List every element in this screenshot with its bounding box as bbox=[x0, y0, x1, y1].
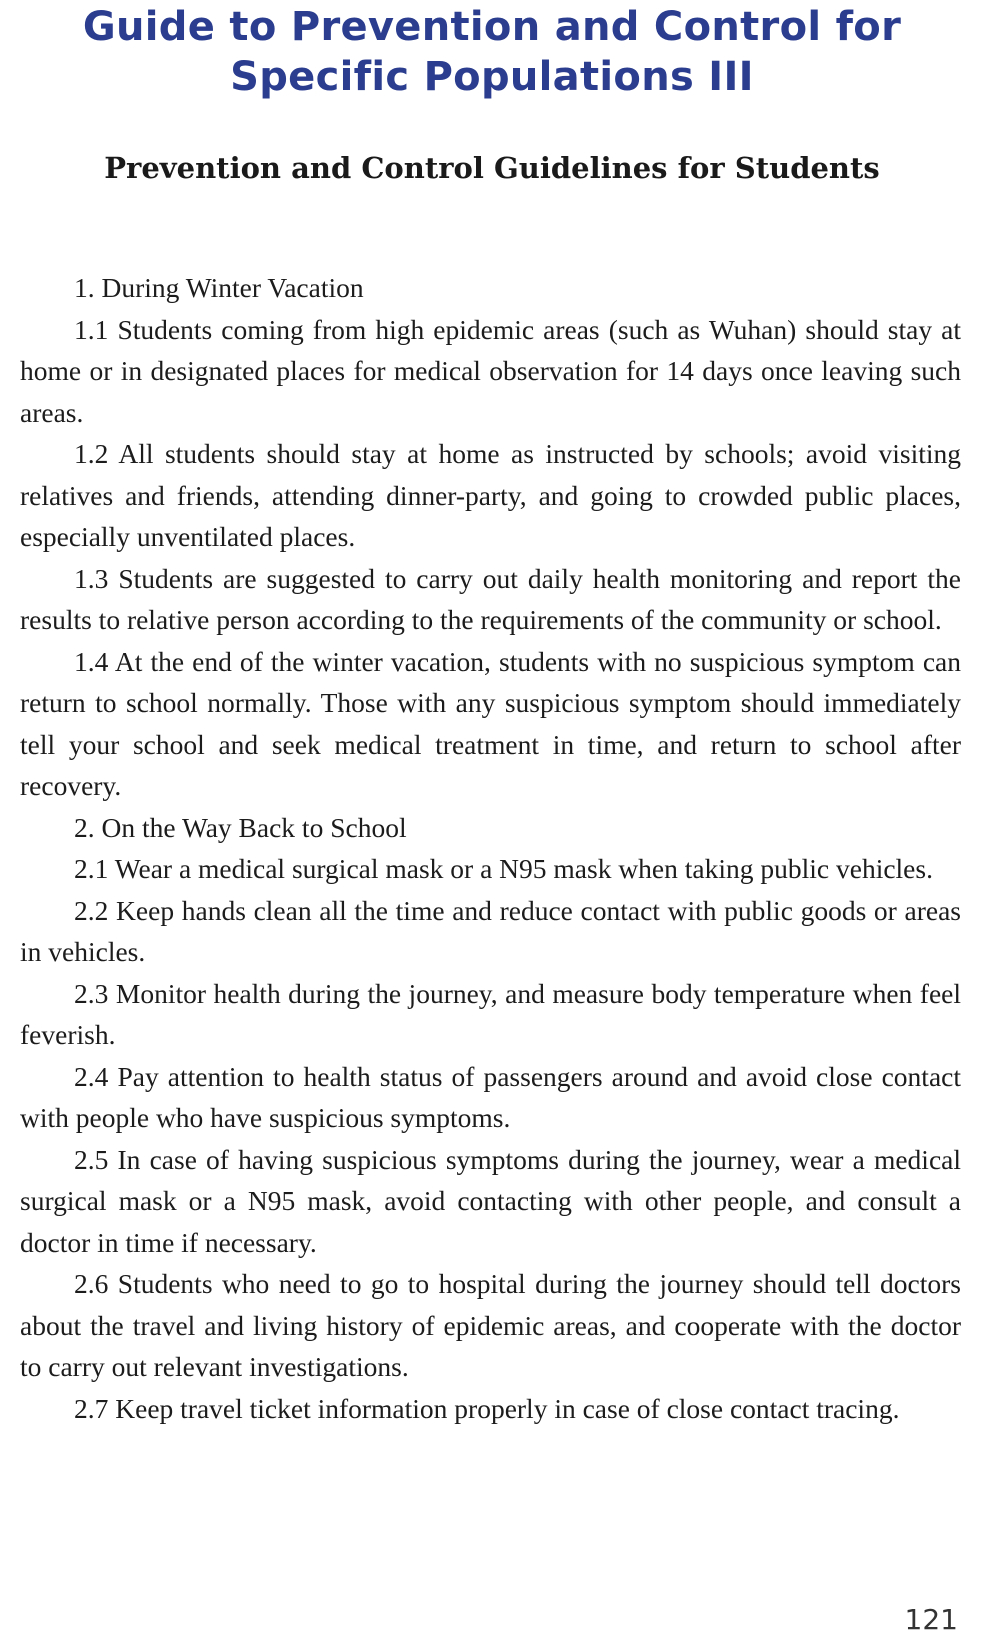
heading-winter-vacation: 1. During Winter Vacation bbox=[74, 272, 364, 303]
paragraph-1-1: 1.1 Students coming from high epidemic areas (such as Wuhan) should stay at home or in designated places for medical observation for 14 days once leaving such areas. bbox=[20, 313, 961, 428]
paragraph-1-2: 1.2 All students should stay at home as instructed by schools; avoid visiting relatives and friends, attending dinner-party, and going to crowded public places, especially unventilated places. bbox=[20, 438, 961, 552]
section-subtitle: Prevention and Control Guidelines for Students bbox=[104, 151, 880, 185]
paragraph-2-7: 2.7 Keep travel ticket information properly in case of close contact tracing. bbox=[74, 1392, 900, 1424]
paragraph-2-6: 2.6 Students who need to go to hospital during the journey should tell doctors about the travel and living history of epidemic areas, and cooperate with the doctor to carry out relevant investigations. bbox=[20, 1268, 961, 1382]
page-title bbox=[0, 2, 984, 102]
paragraph-1-3: 1.3 Students are suggested to carry out daily health monitoring and report the results to relative person according to the requirements of the community or school. bbox=[20, 562, 961, 635]
page-number: 121 bbox=[904, 1603, 958, 1636]
paragraph-2-2: 2.2 Keep hands clean all the time and reduce contact with public goods or areas in vehicles. bbox=[20, 894, 961, 967]
paragraph-2-3: 2.3 Monitor health during the journey, and measure body temperature when feel feverish. bbox=[20, 977, 961, 1050]
body-text bbox=[20, 267, 961, 1429]
paragraph-1-4: 1.4 At the end of the winter vacation, students with no suspicious symptom can return to school normally. Those with any suspicious symptom should immediately tell your school and seek medical treatment in time, and return to school after recovery. bbox=[20, 645, 961, 801]
paragraph-2-4: 2.4 Pay attention to health status of passengers around and avoid close contact with people who have suspicious symptoms. bbox=[20, 1060, 961, 1133]
paragraph-2-1: 2.1 Wear a medical surgical mask or a N95 mask when taking public vehicles. bbox=[74, 853, 933, 884]
page-title-line-2: Specific Populations III bbox=[230, 54, 754, 100]
heading-way-back-to-school: 2. On the Way Back to School bbox=[74, 811, 407, 843]
paragraph-2-5: 2.5 In case of having suspicious symptoms during the journey, wear a medical surgical mask or a N95 mask, avoid contacting with other people, and consult a doctor in time if necessary. bbox=[20, 1143, 961, 1258]
page-title-line-1: Guide to Prevention and Control for bbox=[82, 4, 902, 50]
